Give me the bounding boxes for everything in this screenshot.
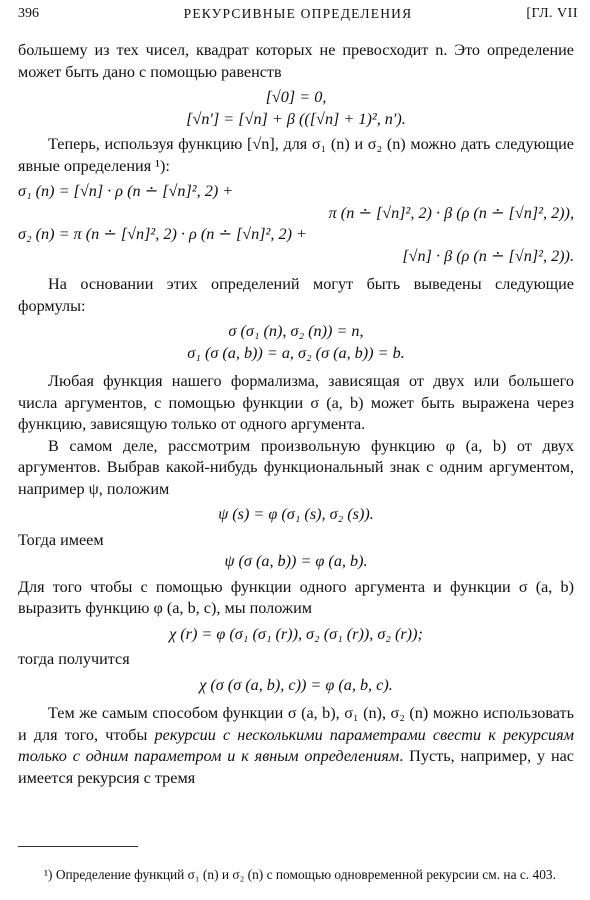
paragraph-2: Теперь, используя функцию [√n], для σ₁ (n) и σ₂ (n) можно дать следующие явные определения ¹):	[18, 135, 574, 175]
page-number: 396	[18, 6, 39, 21]
page-header	[18, 6, 578, 28]
equation-sqrt-successor: [√n′] = [√n] + β (([√n] + 1)², n′).	[186, 109, 406, 128]
equation-chi-sigma: χ (σ (σ (a, b), c)) = φ (a, b, c).	[199, 675, 393, 694]
paragraph-7: Для того чтобы с помощью функции одного аргумента и функции σ (a, b) выразить функцию φ (a, b, c), мы положим	[18, 577, 574, 617]
paragraph-9-end: . Пусть, например, у нас имеется рекурсия с тремя	[18, 747, 574, 787]
footnote-divider	[18, 846, 138, 847]
paragraph-9-start: Тем же самым способом функции σ (a, b), σ₁ (n), σ₂ (n) можно использовать и для того, чтобы	[18, 704, 574, 744]
footnote: ¹) Определение функций σ₁ (n) и σ₂ (n) с помощью одновременной рекурсии см. на с. 403.	[44, 867, 556, 883]
equation-sigma-inverse: σ (σ₁ (n), σ₂ (n)) = n,	[228, 322, 364, 340]
paragraph-1: большему из тех чисел, квадрат которых не превосходит n. Это определение может быть дано с помощью равенств	[18, 41, 574, 81]
paragraph-3: На основании этих определений могут быть выведены следующие формулы:	[18, 275, 574, 315]
running-title: РЕКУРСИВНЫЕ ОПРЕДЕЛЕНИЯ	[183, 6, 413, 21]
paragraph-6: Тогда имеем	[18, 530, 104, 549]
equation-psi-sigma: ψ (σ (a, b)) = φ (a, b).	[224, 552, 368, 570]
paragraph-9	[18, 703, 574, 789]
equation-sigma-components: σ₁ (σ (a, b)) = a, σ₂ (σ (a, b)) = b.	[187, 343, 405, 362]
equation-psi: ψ (s) = φ (σ₁ (s), σ₂ (s)).	[218, 505, 374, 523]
paragraph-4: Любая функция нашего формализма, зависящая от двух или большего числа аргументов, с помощью функции σ (a, b) может быть выражена через функцию, зависящую только от одного аргумента.	[18, 372, 574, 433]
paragraph-5: В самом деле, рассмотрим произвольную функцию φ (a, b) от двух аргументов. Выбрав какой-нибудь функциональный знак с одним аргументом, например ψ, положим	[18, 436, 574, 498]
equation-sqrt-zero: [√0] = 0,	[265, 88, 327, 106]
chapter-label: [ГЛ. VII	[526, 6, 578, 21]
equation-chi: χ (r) = φ (σ₁ (σ₁ (r)), σ₂ (σ₁ (r)), σ₂ (r));	[169, 624, 423, 643]
paragraph-8: тогда получится	[18, 650, 130, 668]
equation-sigma2-line2: [√n] · β (ρ (n ∸ [√n]², 2)).	[402, 246, 574, 265]
equation-sigma2-line1: σ₂ (n) = π (n ∸ [√n]², 2) · ρ (n ∸ [√n]², 2) +	[18, 225, 307, 243]
paragraph-9-emphasis: рекурсии с несколькими параметрами свести к рекурсиям только с одним параметром и к явным определениям	[18, 725, 574, 765]
page-body	[18, 40, 574, 789]
equation-sigma1-line2: π (n ∸ [√n]², 2) · β (ρ (n ∸ [√n]², 2)),	[328, 203, 574, 222]
equation-sigma1-line1: σ₁ (n) = [√n] · ρ (n ∸ [√n]², 2) +	[18, 182, 234, 200]
